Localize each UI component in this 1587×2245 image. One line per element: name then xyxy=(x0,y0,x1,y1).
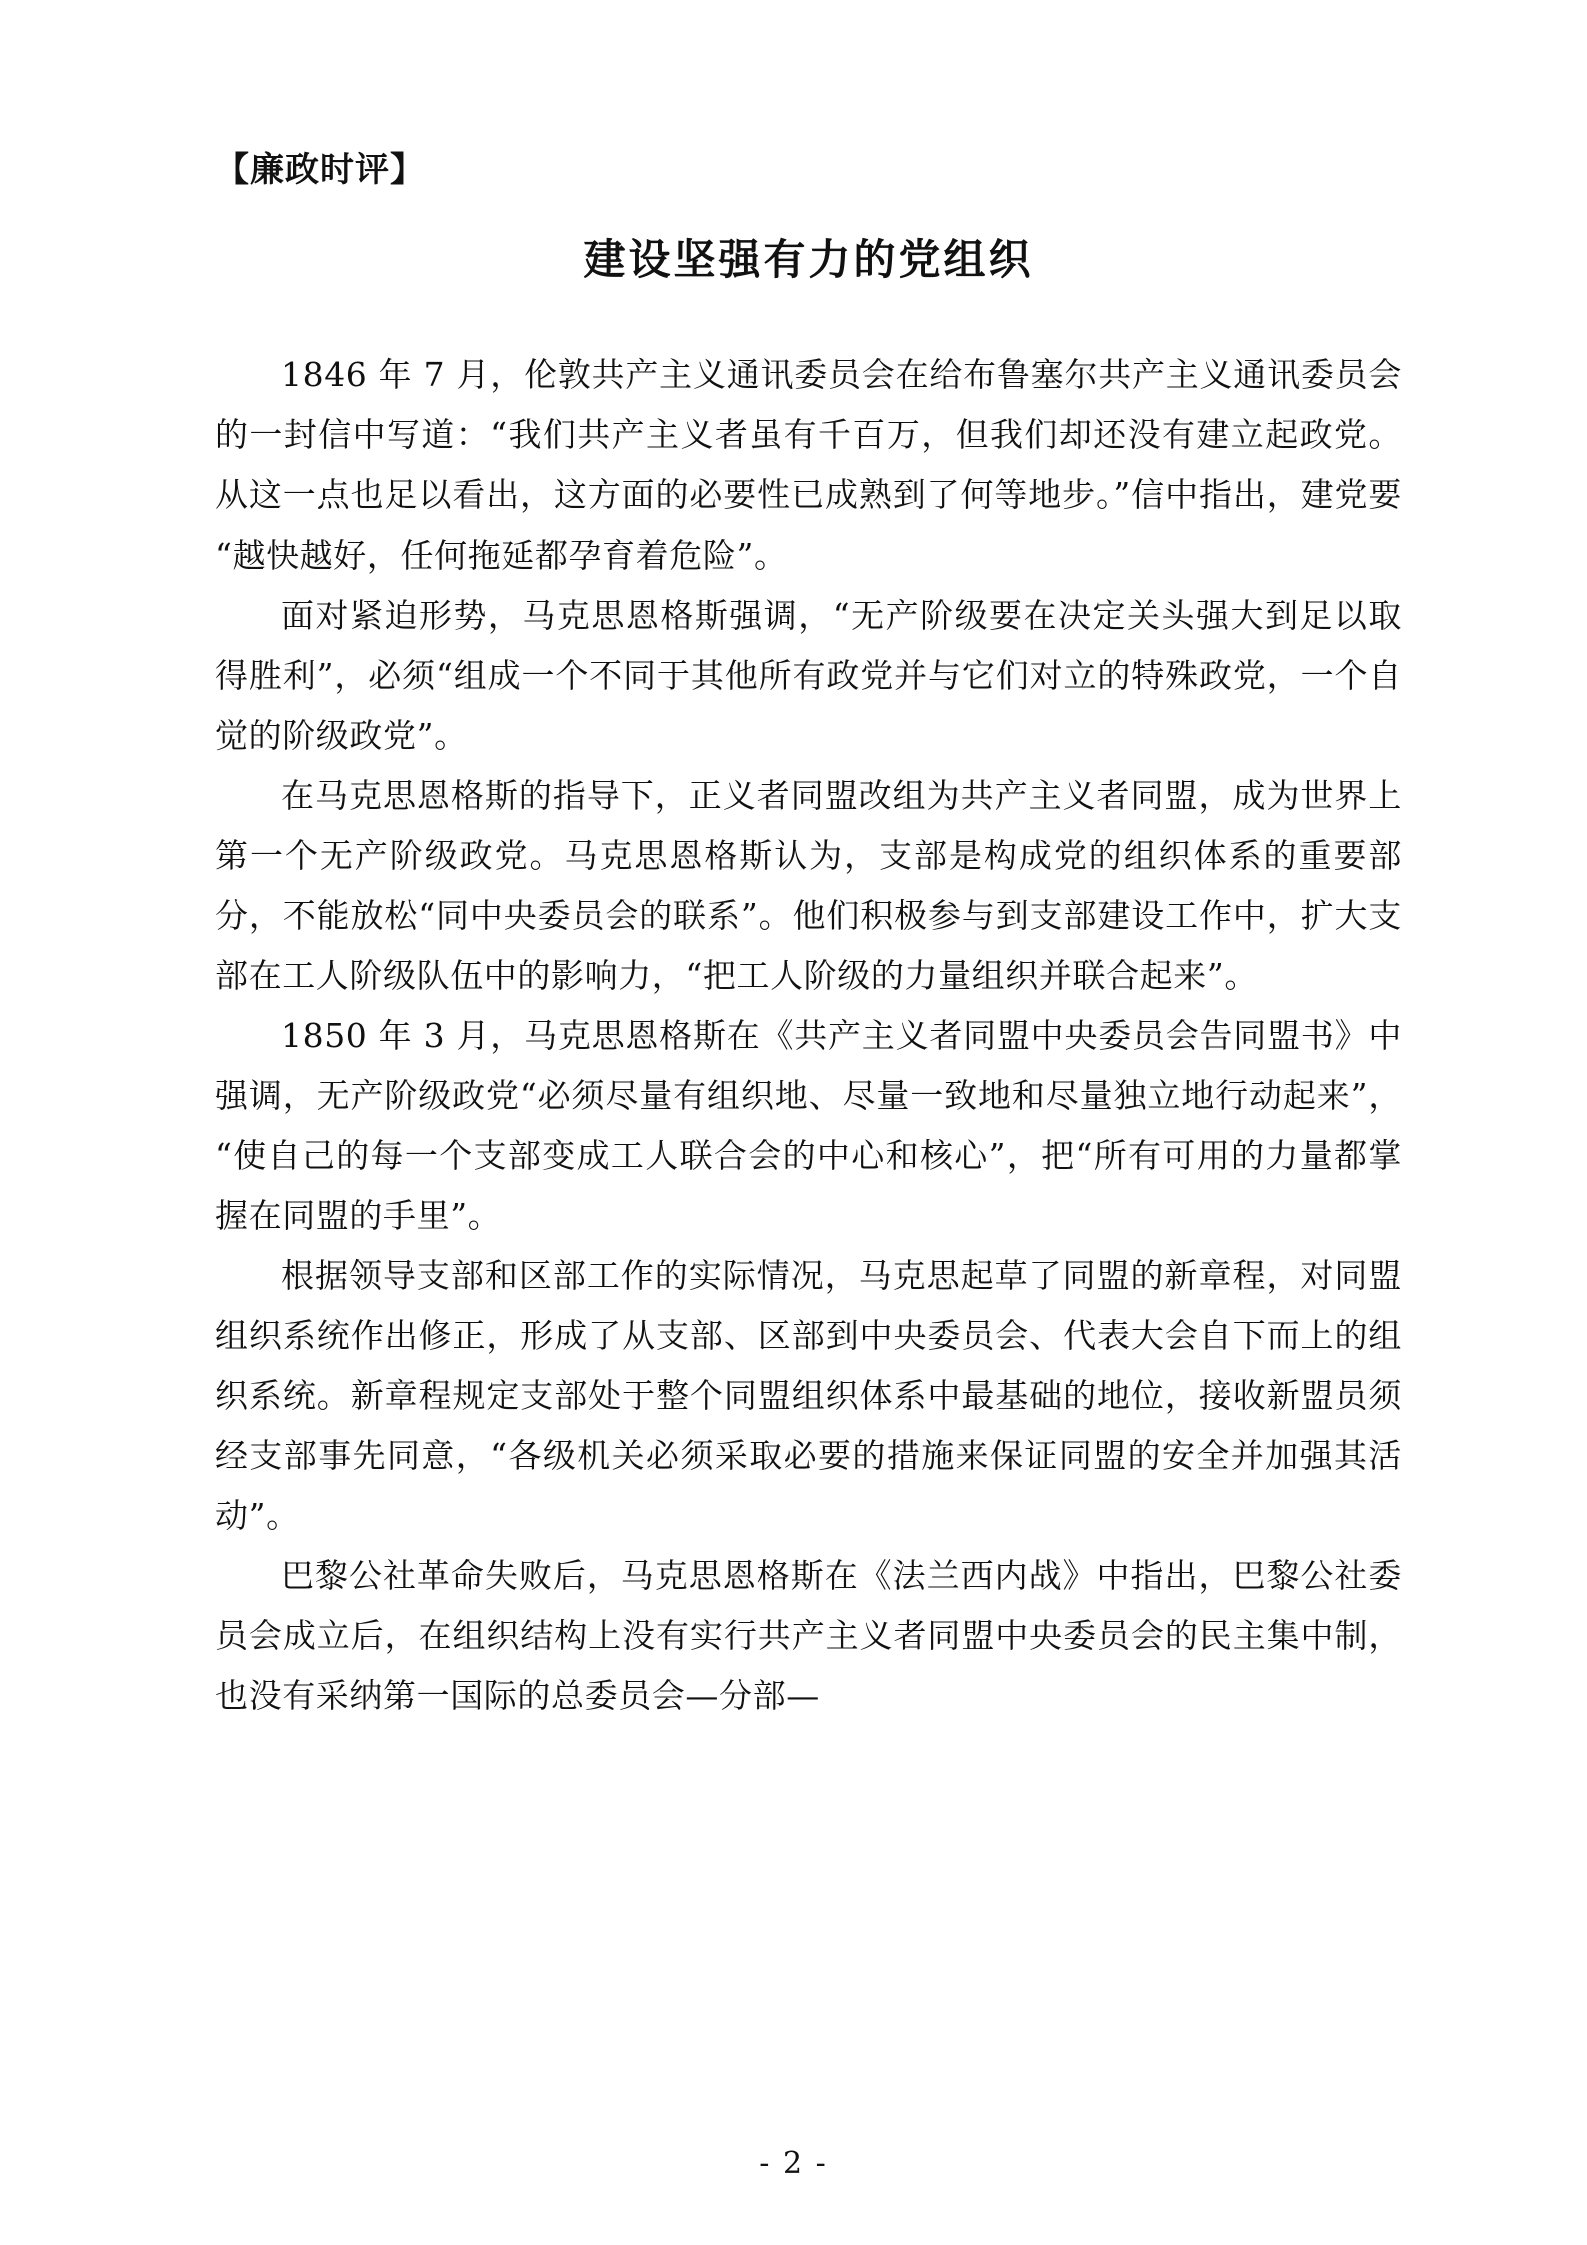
article-body xyxy=(215,345,1402,1726)
page-number: - 2 - xyxy=(759,2146,828,2181)
paragraph: 巴黎公社革命失败后，马克思恩格斯在《法兰西内战》中指出，巴黎公社委员会成立后，在组织结构上没有实行共产主义者同盟中央委员会的民主集中制，也没有采纳第一国际的总委员会—分部— xyxy=(215,1556,1402,1716)
page-title: 建设坚强有力的党组织 xyxy=(583,234,1034,284)
paragraph: 1850 年 3 月，马克思恩格斯在《共产主义者同盟中央委员会告同盟书》中强调，无产阶级政党“必须尽量有组织地、尽量一致地和尽量独立地行动起来”，“使自己的每一个支部变成工人联合会的中心和核心”，把“所有可用的力量都掌握在同盟的手里”。 xyxy=(215,1015,1402,1236)
paragraph: 根据领导支部和区部工作的实际情况，马克思起草了同盟的新章程，对同盟组织系统作出修正，形成了从支部、区部到中央委员会、代表大会自下而上的组织系统。新章程规定支部处于整个同盟组织体系中最基础的地位，接收新盟员须经支部事先同意，“各级机关必须采取必要的措施来保证同盟的安全并加强其活动”。 xyxy=(215,1256,1402,1536)
section-tag: 【廉政时评】 xyxy=(215,150,425,190)
paragraph: 1846 年 7 月，伦敦共产主义通讯委员会在给布鲁塞尔共产主义通讯委员会的一封信中写道：“我们共产主义者虽有千百万，但我们却还没有建立起政党。从这一点也足以看出，这方面的必要性已成熟到了何等地步。”信中指出，建党要“越快越好，任何拖延都孕育着危险”。 xyxy=(215,355,1402,575)
paragraph: 在马克思恩格斯的指导下，正义者同盟改组为共产主义者同盟，成为世界上第一个无产阶级政党。马克思恩格斯认为，支部是构成党的组织体系的重要部分，不能放松“同中央委员会的联系”。他们积极参与到支部建设工作中，扩大支部在工人阶级队伍中的影响力，“把工人阶级的力量组织并联合起来”。 xyxy=(215,775,1402,995)
paragraph: 面对紧迫形势，马克思恩格斯强调，“无产阶级要在决定关头强大到足以取得胜利”，必须“组成一个不同于其他所有政党并与它们对立的特殊政党，一个自觉的阶级政党”。 xyxy=(215,595,1402,755)
